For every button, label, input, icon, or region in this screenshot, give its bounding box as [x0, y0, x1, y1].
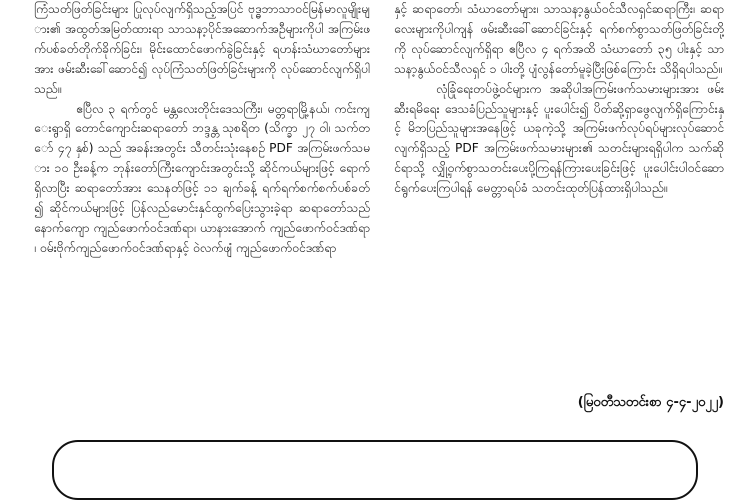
rounded-frame-box [52, 440, 698, 500]
right-column [394, 0, 724, 199]
left-paragraph-2: ဧပြီလ ၃ ရက်တွင် မန္တလေးတိုင်းဒေသကြီး၊ မတ္တရာမြို့နယ်၊ ကင်းကျေးရွာရှိ တောင်ကျောင်းဆရာတော် ဘဒ္ဒန္တ သုစရိတ (သိက္ခာ ၂၇ ဝါ၊ သက်တော် ၄၇ နှစ်) သည် အခန်းအတွင်း သီတင်းသုံးနေစဉ် PDF အကြမ်းဖက်သမား ၁၀ ဦးခန့်က ဘုန်းတော်ကြီးကျောင်းအတွင်းသို့ ဆိုင်ကယ်များဖြင့် ရောက်ရှိလာပြီး ဆရာတော်အား သေနတ်ဖြင့် ၁၁ ချက်ခန့် ရက်ရက်စက်စက်ပစ်ခတ်၍ ဆိုင်ကယ်များဖြင့် ပြန်လည်မောင်းနှင်ထွက်ပြေးသွားခဲ့ရာ ဆရာတော်သည် နောက်ကျော ကျည်ဖောက်ဝင်ဒဏ်ရာ၊ ယာနားအောက် ကျည်ဖောက်ဝင်ဒဏ်ရာ၊ ဝမ်းဗိုက်ကျည်ဖောက်ဝင်ဒဏ်ရာနှင့် ဝဲလက်ဖျံ ကျည်ဖောက်ဝင်ဒဏ်ရာ [34, 101, 370, 255]
right-paragraph-2: လုံခြုံရေးတပ်ဖွဲ့ဝင်များက အဆိုပါအကြမ်းဖက်သမားများအား ဖမ်းဆီးရမိရေး ဒေသခံပြည်သူများနှင့် ပူးပေါင်း၍ ပိတ်ဆို့ရှာဖွေလျက်ရှိကြောင်းနှင့် မိဘပြည်သူများအနေဖြင့် ယခုကဲ့သို့ အကြမ်းဖက်လုပ်ရပ်များလုပ်ဆောင်လျက်ရှိသည့် PDF အကြမ်းဖက်သမားများ၏ သတင်းများရရှိပါက သက်ဆိုင်ရာသို့ လျှို့ဝှက်စွာသတင်းပေးပို့ကြရန်ကြားပေးခြင်းဖြင့် ပူးပေါင်းပါဝင်ဆောင်ရွက်ပေးကြပါရန် မေတ္တာရပ်ခံ သတင်းထုတ်ပြန်ထားရှိပါသည်။ [394, 81, 724, 196]
right-paragraph-1: နှင့် ဆရာတော်၊ သံဃာတော်များ၊ သာသနာ့နွယ်ဝင်သီလရှင်ဆရာကြီး၊ ဆရာလေးများကိုပါကျန် ဖမ်းဆီးခေါ်ဆောင်ခြင်းနှင့် ရက်စက်စွာသတ်ဖြတ်ခြင်းတို့ကို လုပ်ဆောင်လျက်ရှိရာ ဧပြီလ ၄ ရက်အထိ သံဃာတော် ၃၅ ပါးနှင့် သာသနာ့နွယ်ဝင်သီလရှင် ၁ ပါးတို့ ပျံလွန်တော်မူခဲ့ပြီးဖြစ်ကြောင်း သိရှိရပါသည်။ [394, 2, 724, 76]
source-citation: (မြဝတီသတင်းစာ ၄-၄-၂၀၂၂) [577, 395, 724, 410]
left-paragraph-1: ကြံသတ်ဖြတ်ခြင်းများ ပြုလုပ်လျက်ရှိသည့်အပြင် ဗုဒ္ဓဘာသာဝင်မြန်မာလူမျိုးများ၏ အထွတ်အမြတ်ထားရာ သာသနာ့ပိုင်အဆောက်အဦများကိုပါ အကြမ်းဖက်ပစ်ခတ်တိုက်ခိုက်ခြင်း၊ မိုင်းထောင်ဖောက်ခွဲခြင်းနှင့် ရဟန်းသံဃာတော်များအား ဖမ်းဆီးခေါ်ဆောင်၍ လုပ်ကြံသတ်ဖြတ်ခြင်းများကို လုပ်ဆောင်လျက်ရှိပါသည်။ [34, 2, 370, 96]
left-column [34, 0, 370, 259]
